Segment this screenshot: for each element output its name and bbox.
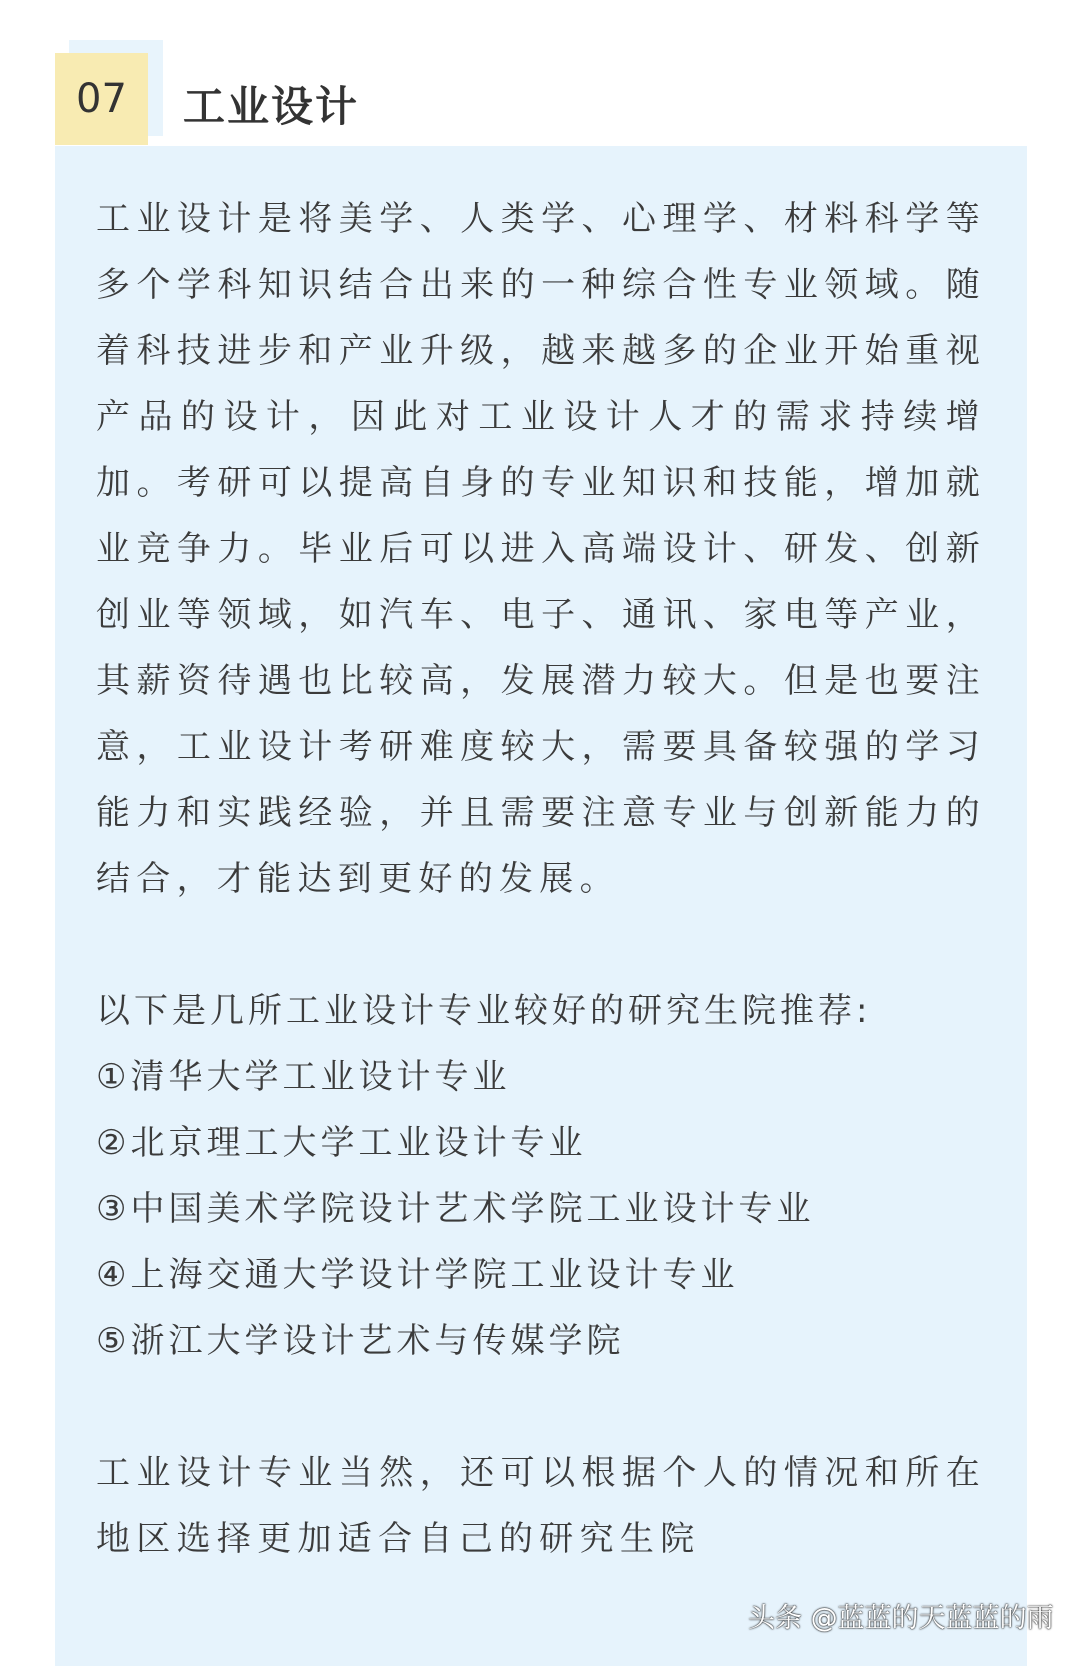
intro-paragraph: 工业设计是将美学、人类学、心理学、材料科学等多个学科知识结合出来的一种综合性专业领域。随着科技进步和产业升级，越来越多的企业开始重视产品的设计，因此对工业设计人才的需求持续增加。考研可以提高自身的专业知识和技能，增加就业竞争力。毕业后可以进入高端设计、研发、创新创业等领域，如汽车、电子、通讯、家电等产业，其薪资待遇也比较高，发展潜力较大。但是也要注意，工业设计考研难度较大，需要具备较强的学习能力和实践经验，并且需要注意专业与创新能力的结合，才能达到更好的发展。 — [96, 199, 986, 899]
list-item: ②北京理工大学工业设计专业 — [96, 1123, 587, 1163]
section-title: 工业设计 — [183, 82, 360, 131]
list-item: ①清华大学工业设计专业 — [96, 1057, 511, 1097]
list-heading: 以下是几所工业设计专业较好的研究生院推荐: — [96, 991, 872, 1031]
closing-paragraph: 工业设计专业当然，还可以根据个人的情况和所在地区选择更加适合自己的研究生院 — [96, 1453, 986, 1559]
section-number: 07 — [55, 53, 148, 145]
list-item: ④上海交通大学设计学院工业设计专业 — [96, 1255, 739, 1295]
list-item: ⑤浙江大学设计艺术与传媒学院 — [96, 1321, 625, 1361]
watermark: 头条 @蓝蓝的天蓝蓝的雨 — [748, 1603, 1054, 1634]
list-item: ③中国美术学院设计艺术学院工业设计专业 — [96, 1189, 815, 1229]
article-body — [96, 186, 986, 1572]
